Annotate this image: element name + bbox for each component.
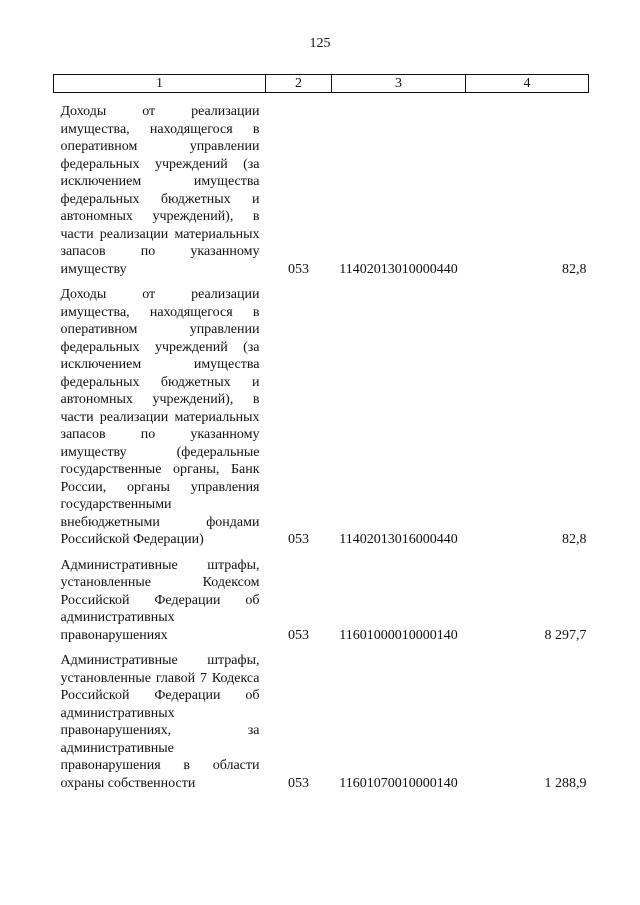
revenue-name-text: Административные штрафы, установленные главой 7 Кодекса Российской Федерации об административных правонарушениях, за административные правонарушения в области охраны собственности [60, 653, 260, 791]
revenue-name-text: Административные штрафы, установленные Кодексом Российской Федерации об административных правонарушениях [60, 557, 260, 643]
row-2-budget-code: 11402013016000440 [339, 532, 458, 547]
row-3-amount: 8 297,7 [544, 627, 587, 643]
row-1-name [54, 93, 266, 279]
header-col-2: 2 [266, 75, 332, 93]
table-body [54, 93, 589, 793]
header-row [54, 75, 589, 93]
row-4-admin-code: 053 [288, 775, 309, 791]
header-col-1: 1 [54, 75, 266, 93]
table-row [54, 549, 589, 645]
row-2-admin-code: 053 [288, 532, 309, 547]
table-row [54, 93, 589, 279]
row-4-budget-code: 11601070010000140 [339, 775, 458, 791]
revenue-name-text: Доходы от реализации имущества, находящегося в оперативном управлении федеральных учреждений (за исключением имущества федеральных бюджетных и автономных учреждений), в части реализации материальных запасов по указанному имуществу [60, 104, 260, 277]
row-1-budget-code: 11402013010000440 [339, 261, 458, 277]
table-row [54, 278, 589, 549]
page-number: 125 [309, 36, 331, 51]
revenue-table [53, 74, 589, 792]
row-1-admin-code: 053 [288, 261, 309, 277]
table-row [54, 644, 589, 792]
header-col-4: 4 [466, 75, 589, 93]
row-3-admin-code: 053 [288, 627, 309, 643]
row-1-amount: 82,8 [562, 261, 587, 277]
table-header [54, 75, 589, 93]
row-2-amount: 82,8 [562, 532, 587, 547]
revenue-name-text: Доходы от реализации имущества, находящегося в оперативном управлении федеральных учреждений (за исключением имущества федеральных бюджетных и автономных учреждений), в части реализации материальных запасов по указанному имуществу (федеральные государственные органы, Банк России, органы управления государственными внебюджетными фондами Российской Федерации) [60, 287, 260, 547]
row-4-amount: 1 288,9 [544, 775, 587, 791]
row-4-name [54, 644, 266, 792]
header-col-3: 3 [332, 75, 466, 93]
row-3-budget-code: 11601000010000140 [339, 627, 458, 643]
row-2-name [54, 278, 266, 549]
row-3-name [54, 549, 266, 645]
